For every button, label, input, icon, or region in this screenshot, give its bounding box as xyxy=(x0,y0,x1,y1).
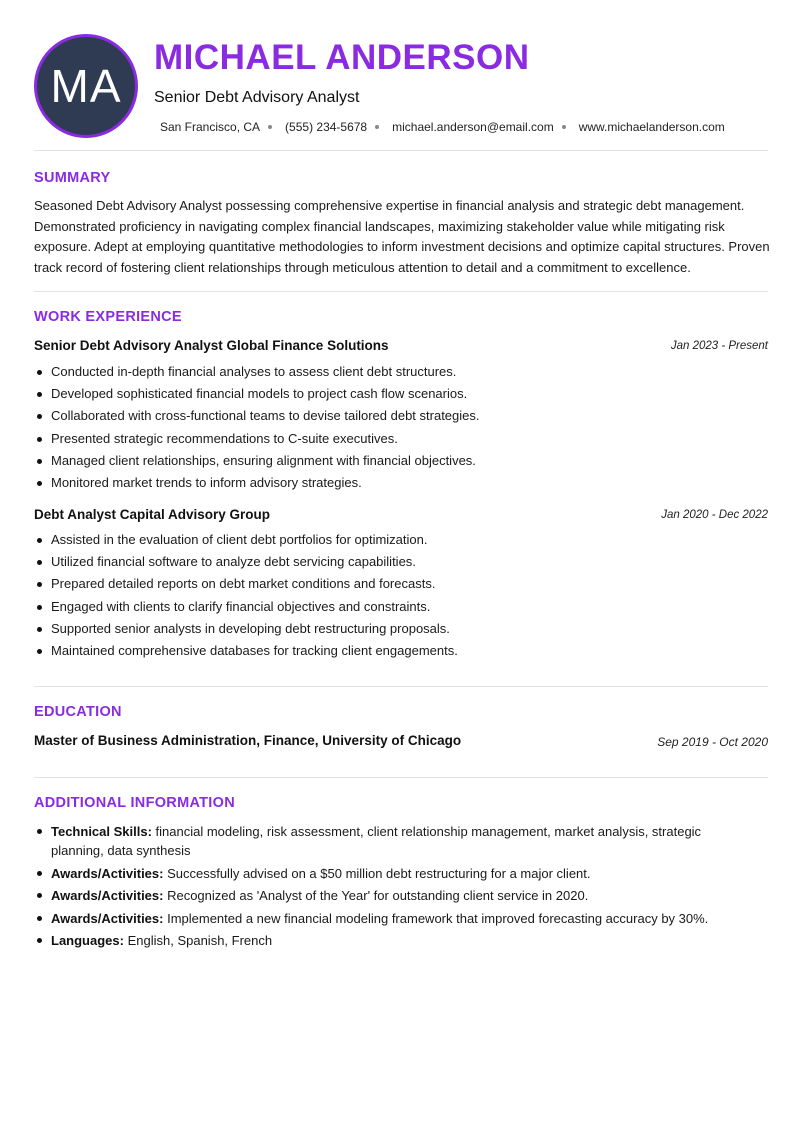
resume-header xyxy=(34,34,768,138)
list-item: Developed sophisticated financial models to project cash flow scenarios. xyxy=(34,385,768,407)
job-header xyxy=(34,507,768,525)
separator-dot xyxy=(268,125,272,129)
item-label: Awards/Activities: xyxy=(51,910,164,926)
list-item: Engaged with clients to clarify financial objectives and constraints. xyxy=(34,598,768,620)
list-item: Prepared detailed reports on debt market conditions and forecasts. xyxy=(34,575,768,597)
contact-email[interactable]: michael.anderson@email.com xyxy=(392,120,554,134)
divider xyxy=(34,777,768,778)
separator-dot xyxy=(562,125,566,129)
list-item: Supported senior analysts in developing debt restructuring proposals. xyxy=(34,620,768,642)
job-date: Jan 2023 - Present xyxy=(670,340,768,352)
additional-list xyxy=(34,822,734,954)
divider xyxy=(34,150,768,151)
divider xyxy=(34,686,768,687)
education-entry xyxy=(34,733,768,751)
item-label: Awards/Activities: xyxy=(51,865,164,881)
list-item xyxy=(34,864,734,883)
job-role: Debt Analyst Capital Advisory Group xyxy=(34,507,271,522)
education-date: Sep 2019 - Oct 2020 xyxy=(657,735,768,749)
list-item: Conducted in-depth financial analyses to assess client debt structures. xyxy=(34,363,768,385)
avatar-initials: MA xyxy=(50,60,122,112)
list-item xyxy=(34,886,734,905)
list-item: Collaborated with cross-functional teams to devise tailored debt strategies. xyxy=(34,407,768,429)
contact-location: San Francisco, CA xyxy=(160,120,261,134)
item-text: Implemented a new financial modeling framework that improved forecasting accuracy by 30%. xyxy=(163,910,709,926)
contact-phone: (555) 234-5678 xyxy=(285,120,368,134)
item-text: Recognized as 'Analyst of the Year' for outstanding client service in 2020. xyxy=(163,888,589,903)
job-role: Senior Debt Advisory Analyst Global Finance Solutions xyxy=(34,338,389,353)
additional-heading: ADDITIONAL INFORMATION xyxy=(34,795,235,811)
item-text: financial modeling, risk assessment, client relationship management, market analysis, strategic planning, data synthesis xyxy=(51,824,702,858)
candidate-title: Senior Debt Advisory Analyst xyxy=(154,89,360,106)
job-bullets xyxy=(34,531,768,664)
summary-text: Seasoned Debt Advisory Analyst possessing comprehensive expertise in financial analysis and strategic debt management. Demonstrated proficiency in navigating complex financial landscapes, maximizing stakeholder value while mitigating risk exposure. Adept at employing quantitative methodologies to inform investment decisions and optimize capital structures. Proven track record of fostering client relationships through meticulous attention to detail and a commitment to excellence. xyxy=(34,198,770,275)
divider xyxy=(34,291,768,292)
separator-dot xyxy=(375,125,379,129)
item-text: English, Spanish, French xyxy=(123,933,273,948)
degree: Master of Business Administration, Finance, University of Chicago xyxy=(34,733,462,748)
list-item: Monitored market trends to inform advisory strategies. xyxy=(34,474,768,496)
item-text: Successfully advised on a $50 million debt restructuring for a major client. xyxy=(163,865,591,881)
job-bullets xyxy=(34,363,768,496)
avatar xyxy=(34,34,138,138)
item-label: Awards/Activities: xyxy=(51,888,164,903)
candidate-name: MICHAEL ANDERSON xyxy=(154,38,530,77)
education-heading: EDUCATION xyxy=(34,704,122,720)
job-header xyxy=(34,338,768,356)
item-label: Languages: xyxy=(51,933,124,948)
item-label: Technical Skills: xyxy=(51,824,152,839)
summary-heading: SUMMARY xyxy=(34,170,111,186)
experience-heading: WORK EXPERIENCE xyxy=(34,309,182,325)
list-item: Presented strategic recommendations to C-suite executives. xyxy=(34,430,768,452)
list-item: Managed client relationships, ensuring alignment with financial objectives. xyxy=(34,452,768,474)
contact-website[interactable]: www.michaelanderson.com xyxy=(578,120,725,134)
list-item xyxy=(34,822,734,860)
list-item xyxy=(34,931,734,950)
list-item: Assisted in the evaluation of client debt portfolios for optimization. xyxy=(34,531,768,553)
job-date: Jan 2020 - Dec 2022 xyxy=(661,509,768,521)
list-item: Maintained comprehensive databases for tracking client engagements. xyxy=(34,642,768,664)
list-item xyxy=(34,909,734,928)
contact-line xyxy=(160,120,725,134)
list-item: Utilized financial software to analyze debt servicing capabilities. xyxy=(34,553,768,575)
